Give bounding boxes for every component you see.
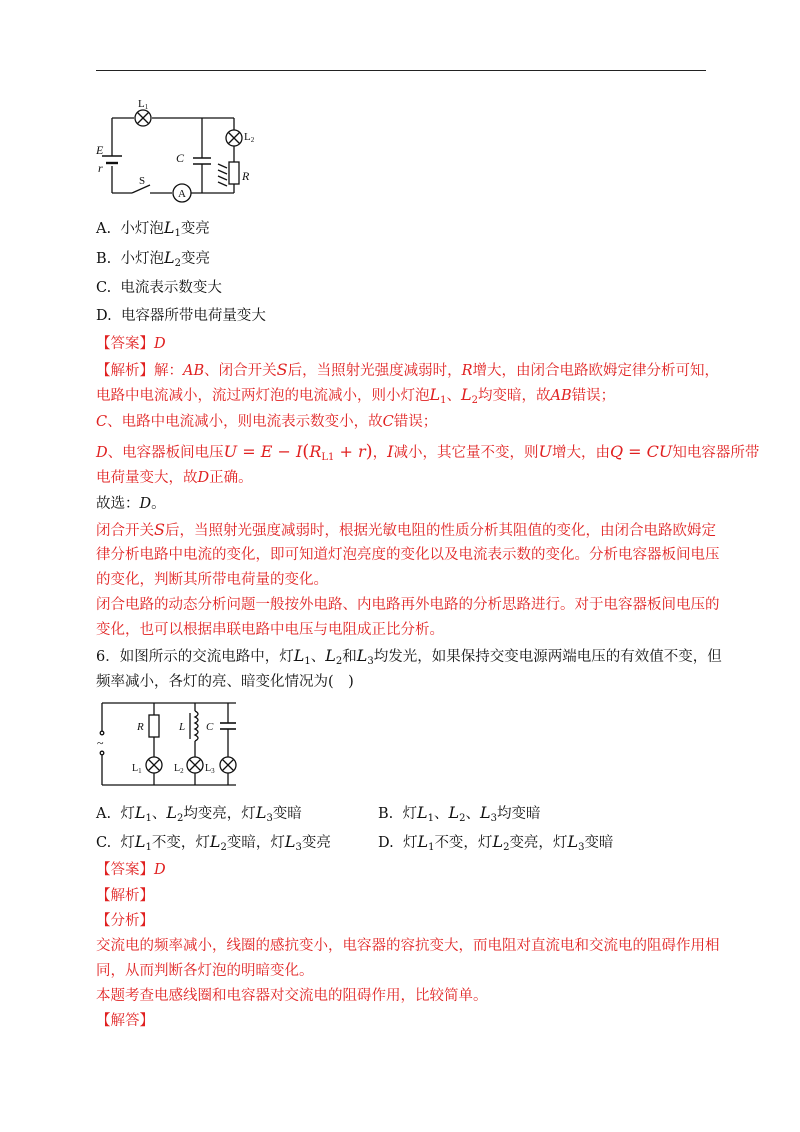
svg-text:L2: $L_2$ bbox=[174, 763, 184, 775]
q5-analysis-line-3: C、电路中电流减小，则电流表示数变小，故C错误； bbox=[96, 414, 438, 430]
circuit-diagram-1 bbox=[94, 92, 254, 207]
q6-fenxi-head: 【分析】 bbox=[96, 913, 154, 929]
q6-option-d[interactable]: D. 灯$L_1$不变，灯$L_2$变亮，灯$L_3$变暗 bbox=[378, 832, 614, 853]
fig2-c-label: C bbox=[206, 721, 214, 733]
q5-summary-line-5: 变化，也可以根据串联电路中电压与电阻成正比分析。 bbox=[96, 622, 444, 638]
q6-option-b[interactable]: B. 灯$L_1$、$L_2$、$L_3$均变暗 bbox=[378, 803, 541, 824]
q5-option-d[interactable]: D. 电容器所带电荷量变大 bbox=[96, 308, 266, 324]
q5-summary-line-4: 闭合电路的动态分析问题一般按外电路、内电路再外电路的分析思路进行。对于电容器板间电压的 bbox=[96, 597, 720, 613]
q5-summary-line-1: 闭合开关S后，当照射光强度减弱时，根据光敏电阻的性质分析其阻值的变化，由闭合电路欧姆定 bbox=[96, 520, 716, 539]
q6-stem-line-2: 频率减小，各灯的亮、暗变化情况为( ) bbox=[96, 674, 354, 690]
fig1-c-label: C bbox=[176, 151, 185, 165]
q6-answer: 【答案】D bbox=[96, 862, 166, 878]
q5-choose: 故选：D。 bbox=[96, 496, 166, 512]
circuit-diagram-2 bbox=[94, 695, 244, 793]
q6-analysis-head: 【解析】 bbox=[96, 888, 154, 904]
fig2-lamp3-label: L bbox=[205, 763, 212, 774]
top-rule bbox=[96, 70, 706, 71]
q6-fenxi-line-2: 同，从而判断各灯泡的明暗变化。 bbox=[96, 963, 314, 979]
q5-analysis-line-1: 【解析】解：AB、闭合开关S后，当照射光强度减弱时，R增大，由闭合电路欧姆定律分析可知， bbox=[96, 360, 720, 379]
fig2-source-label: ~ bbox=[97, 736, 104, 750]
q5-analysis-line-5: 电荷量变大，故D正确。 bbox=[96, 470, 253, 486]
fig2-r-label: R bbox=[137, 721, 144, 733]
fig1-l2-label: L bbox=[244, 131, 251, 143]
q6-jieda-head: 【解答】 bbox=[96, 1013, 154, 1029]
q5-summary-line-2: 律分析电路中电流的变化，即可知道灯泡亮度的变化以及电流表示数的变化。分析电容器板间电压 bbox=[96, 547, 720, 563]
fig1-r-label: r bbox=[98, 161, 103, 175]
q5-analysis-line-2: 电路中电流减小，流过两灯泡的电流减小，则小灯泡$L_1$、$L_2$均变暗，故AB错误； bbox=[96, 385, 616, 406]
q5-answer: 【答案】D bbox=[96, 336, 166, 352]
fig1-e-label: E bbox=[96, 143, 104, 157]
q6-option-a[interactable]: A. 灯$L_1$、$L_2$均变亮，灯$L_3$变暗 bbox=[96, 803, 302, 824]
fig1-s-label: S bbox=[139, 175, 146, 187]
fig1-ammeter-label: A bbox=[178, 188, 186, 200]
q5-option-b[interactable]: B. 小灯泡$L_2$变亮 bbox=[96, 248, 210, 269]
svg-text:L2: L2 bbox=[244, 131, 254, 144]
fig2-l-label: L bbox=[179, 721, 186, 733]
q6-fenxi-line-3: 本题考查电感线圈和电容器对交流电的阻碍作用，比较简单。 bbox=[96, 988, 488, 1004]
svg-text:L3: $L_3$ bbox=[205, 763, 215, 775]
q5-option-a[interactable]: A. 小灯泡$L_1$变亮 bbox=[96, 218, 210, 239]
q5-analysis-line-4: D、电容器板间电压$U = E - I(R_{L1} + r)$，I减小，其它量不变，则U增大，由Q = CU知电容器所带 bbox=[96, 441, 760, 463]
q6-fenxi-line-1: 交流电的频率减小，线圈的感抗变小，电容器的容抗变大，而电阻对直流电和交流电的阻碍作用相 bbox=[96, 938, 720, 954]
fig2-lamp1-label: L bbox=[132, 763, 139, 774]
q6-stem-line-1: 6．如图所示的交流电路中，灯$L_1$、$L_2$和$L_3$均发光，如果保持交变电源两端电压的有效值不变，但 bbox=[96, 646, 722, 667]
fig2-lamp2-label: L bbox=[174, 763, 181, 774]
q5-summary-line-3: 的变化，判断其所带电荷量的变化。 bbox=[96, 572, 328, 588]
fig1-rr-label: R bbox=[242, 169, 250, 183]
fig1-l1-label: L bbox=[138, 98, 145, 110]
q5-option-c[interactable]: C. 电流表示数变大 bbox=[96, 280, 222, 296]
q6-option-c[interactable]: C. 灯$L_1$不变，灯$L_2$变暗，灯$L_3$变亮 bbox=[96, 832, 331, 853]
svg-text:L1: L1 bbox=[138, 98, 149, 111]
svg-text:L1: $L_1$ bbox=[132, 763, 142, 775]
